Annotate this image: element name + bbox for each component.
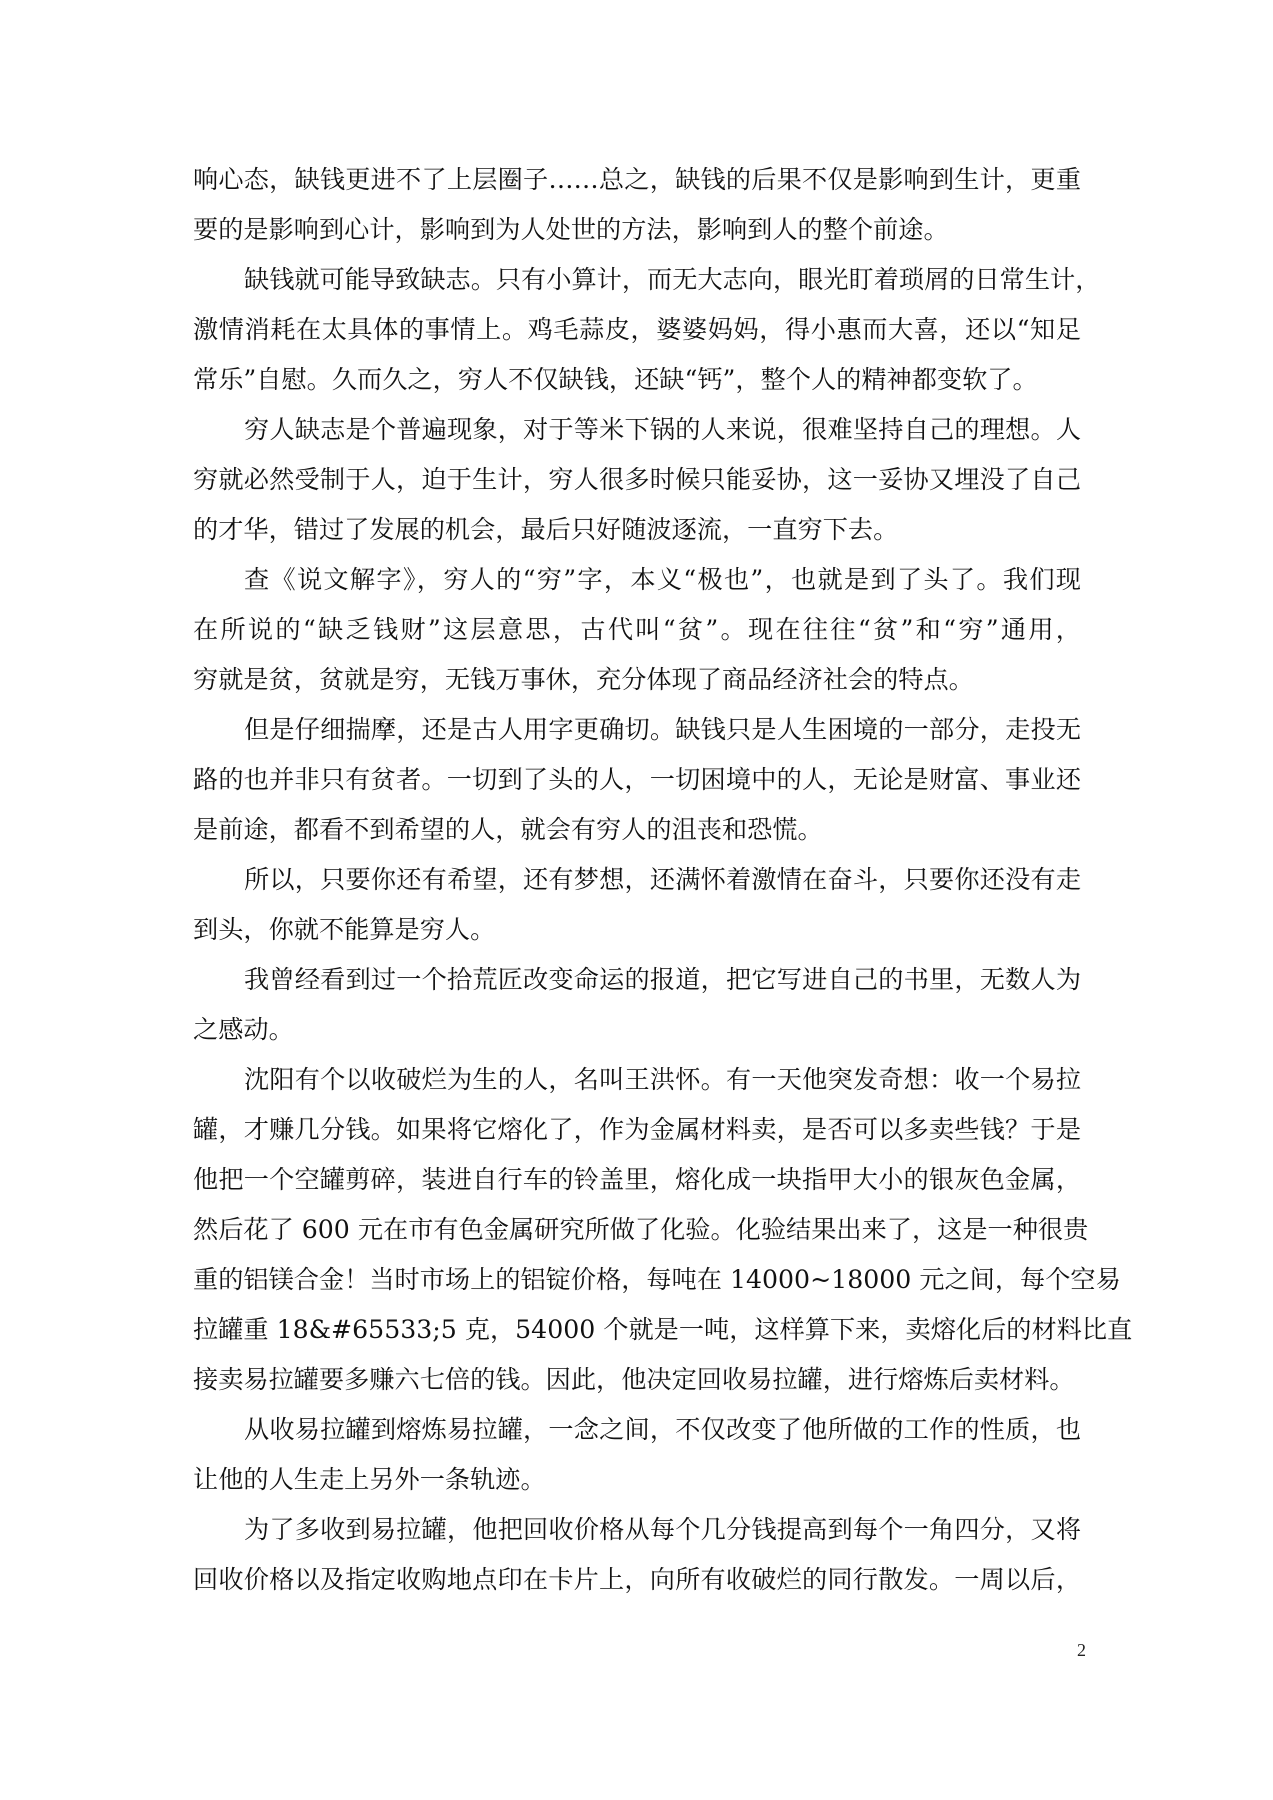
text-line: 穷就是贫，贫就是穷，无钱万事休，充分体现了商品经济社会的特点。	[193, 665, 974, 694]
text-line: 他把一个空罐剪碎，装进自行车的铃盖里，熔化成一块指甲大小的银灰色金属，	[193, 1165, 1081, 1194]
paragraph	[193, 955, 1081, 1055]
text-line: 罐，才赚几分钱。如果将它熔化了，作为金属材料卖，是否可以多卖些钱？于是	[193, 1115, 1081, 1144]
text-line: 的才华，错过了发展的机会，最后只好随波逐流，一直穷下去。	[193, 515, 899, 544]
text-line: 我曾经看到过一个拾荒匠改变命运的报道，把它写进自己的书里，无数人为	[244, 965, 1081, 994]
paragraph	[193, 1505, 1081, 1605]
paragraph	[193, 405, 1081, 555]
text-line: 路的也并非只有贫者。一切到了头的人，一切困境中的人，无论是财富、事业还	[193, 765, 1081, 794]
text-line: 然后花了 600 元在市有色金属研究所做了化验。化验结果出来了，这是一种很贵	[193, 1215, 1089, 1244]
paragraph	[193, 255, 1101, 405]
text-line: 响心态，缺钱更进不了上层圈子……总之，缺钱的后果不仅是影响到生计，更重	[193, 165, 1081, 194]
text-line: 之感动。	[193, 1015, 294, 1044]
text-line: 沈阳有个以收破烂为生的人，名叫王洪怀。有一天他突发奇想：收一个易拉	[244, 1065, 1081, 1094]
text-line: 查《说文解字》，穷人的“穷”字，本义“极也”，也就是到了头了。我们现	[244, 565, 1081, 594]
paragraph	[193, 1405, 1081, 1505]
paragraph	[193, 555, 1081, 705]
text-line: 在所说的“缺乏钱财”这层意思，古代叫“贫”。现在往往“贫”和“穷”通用，	[193, 615, 1081, 644]
text-line: 穷人缺志是个普遍现象，对于等米下锅的人来说，很难坚持自己的理想。人	[244, 415, 1081, 444]
text-line: 缺钱就可能导致缺志。只有小算计，而无大志向，眼光盯着琐屑的日常生计，	[244, 265, 1101, 294]
text-line: 所以，只要你还有希望，还有梦想，还满怀着激情在奋斗，只要你还没有走	[244, 865, 1081, 894]
text-line: 为了多收到易拉罐，他把回收价格从每个几分钱提高到每个一角四分，又将	[244, 1515, 1081, 1544]
text-line: 从收易拉罐到熔炼易拉罐，一念之间，不仅改变了他所做的工作的性质，也	[244, 1415, 1081, 1444]
text-line: 常乐”自慰。久而久之，穷人不仅缺钱，还缺“钙”，整个人的精神都变软了。	[193, 365, 1038, 394]
text-line: 是前途，都看不到希望的人，就会有穷人的沮丧和恐慌。	[193, 815, 823, 844]
text-line: 到头，你就不能算是穷人。	[193, 915, 496, 944]
text-line: 要的是影响到心计，影响到为人处世的方法，影响到人的整个前途。	[193, 215, 949, 244]
text-line: 穷就必然受制于人，迫于生计，穷人很多时候只能妥协，这一妥协又埋没了自己	[193, 465, 1081, 494]
text-line: 让他的人生走上另外一条轨迹。	[193, 1465, 546, 1494]
text-line: 接卖易拉罐要多赚六七倍的钱。因此，他决定回收易拉罐，进行熔炼后卖材料。	[193, 1365, 1075, 1394]
text-line: 重的铝镁合金！当时市场上的铝锭价格，每吨在 14000~18000 元之间，每个空易	[193, 1265, 1121, 1294]
paragraph	[193, 855, 1081, 955]
text-line: 拉罐重 18&#65533;5 克，54000 个就是一吨，这样算下来，卖熔化后的材料比直	[193, 1315, 1133, 1344]
text-line: 激情消耗在太具体的事情上。鸡毛蒜皮，婆婆妈妈，得小惠而大喜，还以“知足	[193, 315, 1081, 344]
body-text	[193, 155, 1133, 1605]
page-number: 2	[1077, 1640, 1086, 1660]
paragraph	[193, 155, 1081, 255]
paragraph	[193, 1055, 1133, 1405]
paragraph	[193, 705, 1081, 855]
text-line: 但是仔细揣摩，还是古人用字更确切。缺钱只是人生困境的一部分，走投无	[244, 715, 1081, 744]
text-line: 回收价格以及指定收购地点印在卡片上，向所有收破烂的同行散发。一周以后，	[193, 1565, 1081, 1594]
